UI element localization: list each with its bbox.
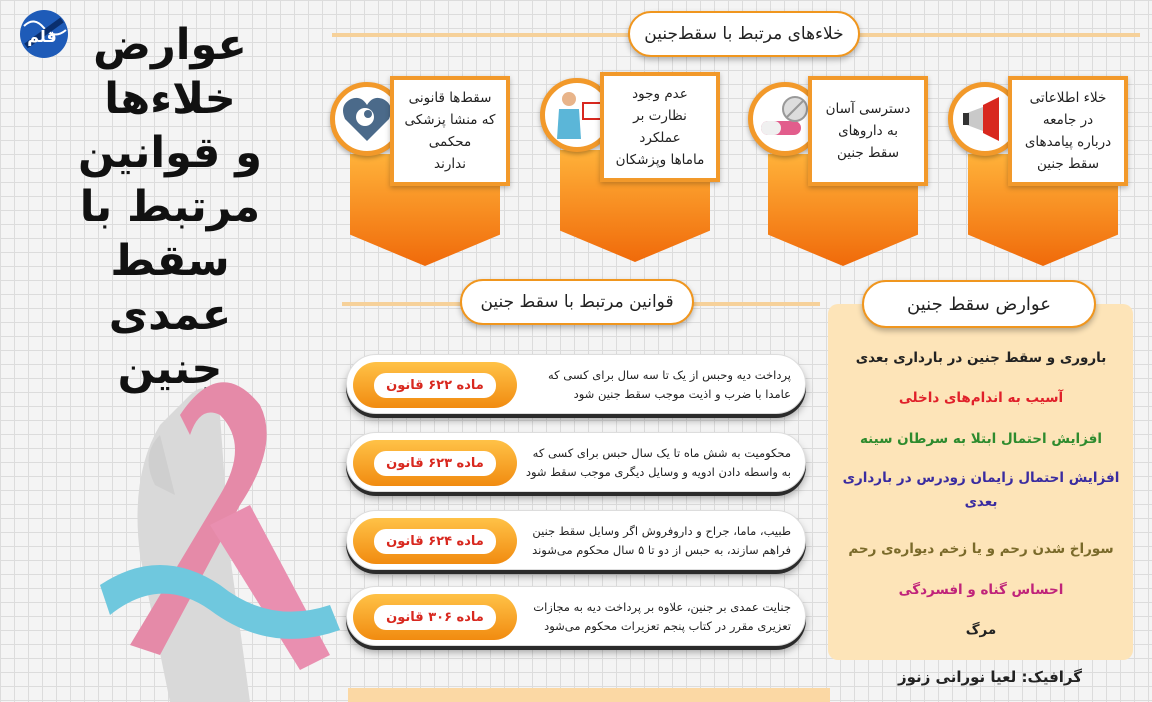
logo-text: قلم: [27, 27, 57, 46]
card-line: درباره پیامدهای: [1024, 134, 1112, 150]
card-line: ماماها وپزشکان: [615, 152, 705, 168]
law-row: [346, 586, 806, 646]
title-line: مرتبط با: [79, 182, 261, 232]
laws-heading: قوانین مرتبط با سقط جنین: [460, 279, 694, 325]
law-line: فراهم سازند، به حبس از دو تا ۵ سال محکوم می‌شوند: [532, 543, 791, 557]
law-line: تعزیری مقرر در کتاب پنجم تعزیرات محکوم می‌شود: [544, 619, 791, 633]
card-line: سقط‌ها قانونی: [408, 90, 492, 106]
law-line: پرداخت دیه وحبس از یک تا سه سال برای کسی که: [547, 368, 791, 382]
law-tag: [353, 362, 517, 408]
complication-item: افزایش احتمال زایمان زودرس در بارداری بعدی: [842, 470, 1120, 510]
complication-item: افزایش احتمال ابتلا به سرطان سینه: [859, 431, 1103, 447]
card-text-box: [600, 72, 720, 182]
complication-item: باروری و سقط جنین در بارداری بعدی: [855, 350, 1107, 366]
title-line: خلاءها: [104, 74, 236, 124]
law-line: جنایت عمدی بر جنین، علاوه بر پرداخت دیه به مجازات: [533, 600, 791, 614]
card-text-box: [390, 76, 510, 186]
card-text-box: [808, 76, 928, 186]
law-text: [506, 593, 791, 641]
complication-item: مرگ: [965, 622, 997, 638]
law-row: [346, 354, 806, 414]
card-line: نظارت بر: [633, 108, 687, 124]
card-line: دسترسی آسان: [825, 101, 911, 117]
gap-card-drugs: [748, 76, 936, 266]
card-line: ندارند: [434, 156, 466, 172]
card-line: خلاء اطلاعاتی: [1029, 90, 1107, 106]
main-title: [60, 18, 280, 396]
bottom-bar: [348, 688, 830, 702]
graphic-credit: گرافیک: لعیا نورانی زنوز: [898, 668, 1082, 686]
card-line: عملکرد: [639, 130, 681, 146]
card-text-box: [1008, 76, 1128, 186]
gap-card-info: [948, 76, 1136, 266]
law-line: به واسطه دادن ادویه و وسایل دیگری موجب سقط شود: [525, 465, 791, 479]
law-tag: [353, 440, 517, 486]
awareness-ribbon-image: [100, 355, 350, 702]
card-line: که منشا پزشکی: [404, 112, 496, 128]
law-tag-label: ماده ۶۲۲ قانون: [374, 373, 496, 398]
law-line: طبیب، ماما، جراح و داروفروش اگر وسایل سقط جنین: [532, 524, 791, 538]
title-line: سقط: [110, 236, 230, 286]
law-tag: [353, 518, 517, 564]
law-text: [506, 517, 791, 565]
card-line: سقط جنین: [837, 145, 900, 161]
law-text: [506, 439, 791, 487]
card-line: در جامعه: [1042, 112, 1094, 128]
law-tag-label: ماده ۶۲۳ قانون: [374, 451, 496, 476]
card-line: عدم وجود: [632, 86, 688, 102]
title-line: و قوانین: [78, 128, 262, 178]
gap-card-supervision: [540, 72, 728, 262]
title-line: عمدی جنین: [108, 290, 232, 394]
gaps-heading: خلاءهای مرتبط با سقط‌جنین: [628, 11, 860, 57]
law-tag-label: ماده ۶۲۴ قانون: [374, 529, 496, 554]
law-row: [346, 510, 806, 570]
complications-heading: عوارض سقط جنین: [862, 280, 1096, 328]
law-line: عامدا با ضرب و اذیت موجب سقط جنین شود: [573, 387, 791, 401]
law-tag: [353, 594, 517, 640]
card-line: سقط جنین: [1037, 156, 1100, 172]
title-line: عوارض: [93, 20, 247, 70]
card-line: به داروهای: [838, 123, 898, 139]
complication-item: آسیب به اندام‌های داخلی: [898, 390, 1064, 406]
gap-card-legal: [330, 76, 518, 266]
complication-item: احساس گناه و افسردگی: [898, 582, 1064, 598]
law-row: [346, 432, 806, 492]
law-tag-label: ماده ۳۰۶ قانون: [374, 605, 496, 630]
card-line: محکمی: [428, 134, 472, 150]
law-text: [506, 361, 791, 409]
law-line: محکومیت به شش ماه تا یک سال حبس برای کسی که: [532, 446, 791, 460]
complication-item: سوراخ شدن رحم و یا زخم دیواره‌ی رحم: [848, 541, 1114, 557]
